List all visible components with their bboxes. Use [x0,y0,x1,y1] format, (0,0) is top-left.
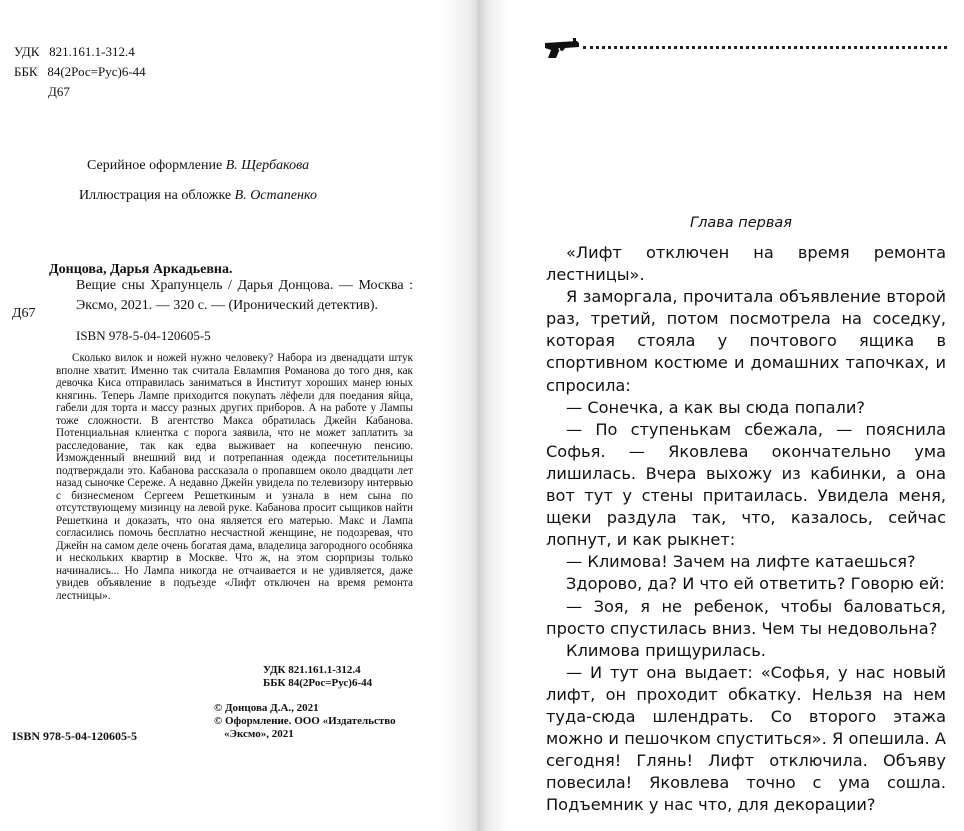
paragraph: — Климова! Зачем на лифте катаешься? [566,552,916,572]
bottom-bbk: ББК 84(2Рос=Рус)6-44 [263,677,373,689]
design-credit [87,158,309,174]
author-heading: Донцова, Дарья Аркадьевна. [49,262,233,277]
copyright-publisher: © Оформление. ООО «Издательство [214,715,396,727]
annotation [56,352,413,602]
isbn-top: ISBN 978-5-04-120605-5 [76,328,211,343]
author-mark: Д67 [48,84,70,99]
ornament-dotted-rule [583,46,947,49]
design-label: Серийное оформление [87,158,226,173]
paragraph: — И тут она выдает: «Софья, у нас новый лифт, он проходит обкатку. Нельзя на нем туда-сюда шлендрать. Со второго этажа можно и пешочком спуститься». Я опешила. А сегодня! Глянь! Лифт отключила. Объяву повесила! Яковлева точно с ума сошла. Подъемник у нас что, для декорации? [546,662,946,815]
paragraph: — По ступенькам сбежала, — пояснила Софья. — Яковлева окончательно ума лишилась. Вчера выхожу из кабинки, а она вот тут у стены притаилась. Увидела меня, щеки раздула так, что, казалось, сейчас лопнут, и как рыкнет: [546,419,946,550]
bibliographic-description [76,276,413,316]
chapter-title: Глава первая [690,215,793,231]
chapter-body [546,242,946,816]
copyright-block [214,702,396,741]
illustration-label: Иллюстрация на обложке [79,188,235,203]
biblio-line-2: Эксмо, 2021. — 320 с. — (Иронический детектив). [76,298,379,313]
side-author-mark: Д67 [12,306,36,321]
bottom-udk: УДК 821.161.1-312.4 [263,664,361,676]
bbk-code: ББК 84(2Рос=Рус)6-44 [14,64,146,79]
illustration-name: В. Остапенко [234,188,317,203]
left-page [0,0,478,831]
library-codes [14,42,146,102]
pistol-icon [543,37,583,61]
bottom-codes [263,664,372,690]
annotation-text: Сколько вилок и ножей нужно человеку? Набора из двенадцати штук вполне хватит. Именно так считала Евлампия Романова до того дня, как девочка Киса отправилась заниматься в Институт хороших манер юных княгинь. Теперь Лампе приходится покупать лёфели для поедания яйца, габели для торта и массу разных других приборов. А на работе у Лампы тоже сложности. В агентство Макса обратилась Джейн Кабанова. Потенциальная клиентка с порога заявила, что не может заплатить за расследование, так как едва выживает на копеечную пенсию. Изможденный внешний вид и потрепанная одежда посетительницы подтверждали это. Кабанова рассказала о пропавшем около двадцати лет назад сыночке Сереже. А недавно Джейн увидела по телевизору интервью с бизнесменом Сергеем Решеткиным и узнала в нем сына по отсутствующему мизинцу на левой руке. Кабанова просит сыщиков найти Решеткина и доказать, что она является его матерью. Макс и Лампа согласились помочь бесплатно несчастной женщине, не подозревая, что Джейн на самом деле очень богатая дама, владелица загородного особняка и нескольких квартир в Москве. Что ж, на этом сюрпризы только начинались... Но Лампа никогда не отчаивается и не удивляется, даже увидев объявление в подъезде «Лифт отключен на время ремонта лестницы». [56,352,413,602]
biblio-line-1: Вещие сны Храпунцель / Дарья Донцова. — Москва : [76,278,413,293]
paragraph: — Зоя, я не ребенок, чтобы баловаться, просто спустилась вниз. Чем ты недовольна? [546,596,946,638]
paragraph: «Лифт отключен на время ремонта лестницы». [546,243,946,285]
paragraph: Климова прищурилась. [566,640,766,660]
illustration-credit [79,188,317,204]
copyright-year: «Эксмо», 2021 [224,728,294,740]
paragraph: Здорово, да? И что ей ответить? Говорю ей: [566,574,945,594]
paragraph: Я заморгала, прочитала объявление второй раз, третий, потом посмотрела на соседку, которая стояла у почтового ящика в спортивном костюме и домашних тапочках, и спросила: [546,287,946,395]
design-name: В. Щербакова [225,158,310,173]
paragraph: — Сонечка, а как вы сюда попали? [566,397,866,417]
isbn-bottom: ISBN 978-5-04-120605-5 [12,729,137,743]
udk-code: УДК 821.161.1-312.4 [14,44,135,59]
copyright-author: © Донцова Д.А., 2021 [214,702,319,714]
